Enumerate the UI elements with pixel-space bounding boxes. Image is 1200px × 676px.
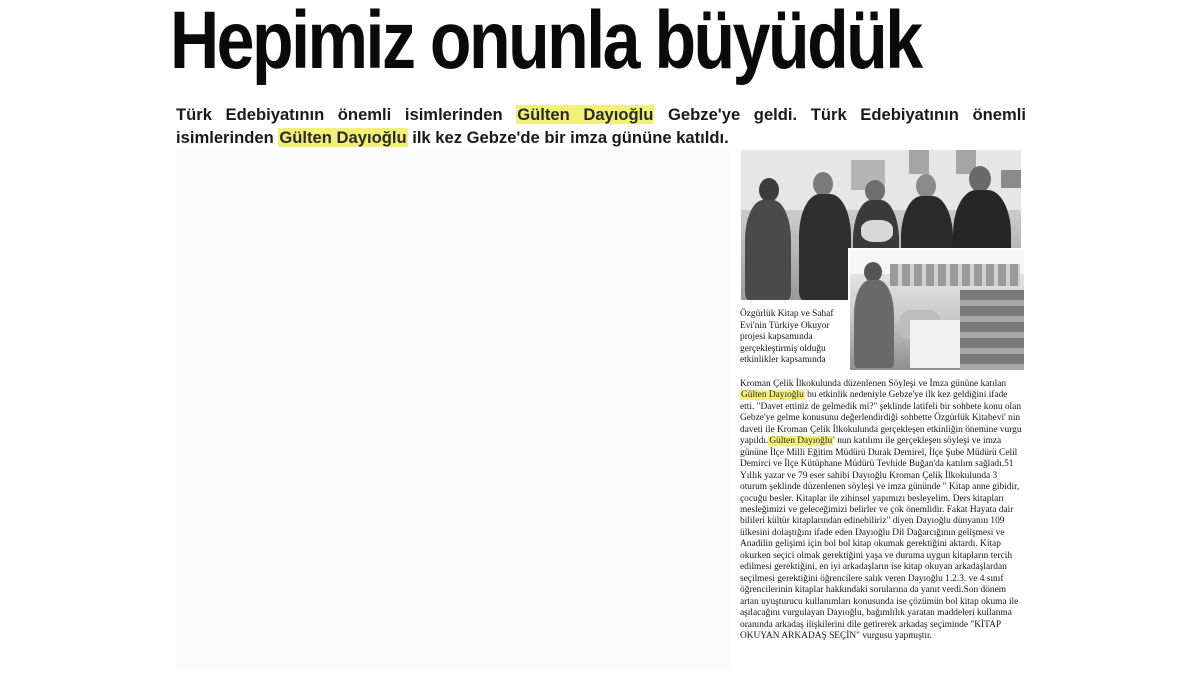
body-text-2: bu etkinlik nedeniyle Gebze'ye ilk kez geldiğini ifade etti. "Davet ettiniz de gelmedik mi?" şeklinde latifeli bir sohbete konu olan Gebze'ye gelme konusunu değerlendirdiği sohbette Özgürlük Kitabevi' nin daveti ile Kroman Çelik İlkokulunda gerçekleşen etkinliğin önemine vurgu yapıldı. <box>740 390 1022 447</box>
article-paragraph <box>740 379 1024 642</box>
article-body <box>740 379 1024 642</box>
classroom-photo <box>848 248 1026 372</box>
highlighted-name: Gülten Dayıoğlu <box>741 390 804 401</box>
blank-column-area <box>176 150 731 670</box>
lead-text-1: Türk Edebiyatının önemli isimlerinden <box>176 105 517 124</box>
lead-text-3: ilk kez Gebze'de bir imza gününe katıldı. <box>407 128 729 147</box>
highlighted-name: Gülten Dayıoğlu <box>517 105 654 124</box>
body-text-1: Kroman Çelik İlkokulunda düzenlenen Söyleşi ve İmza gününe katılan <box>740 379 1007 389</box>
photo-caption: Özgürlük Kitap ve Sahaf Evi'nin Türkiye Okuyor projesi kapsamında gerçekleştirmiş olduğu etkinlikler kapsamında <box>740 309 834 366</box>
body-text-3: ' nun katılımı ile gerçekleşen söyleşi ve imza gününe İlçe Milli Eğitim Müdürü Durak Demirel, İlçe Şube Müdürü Celil Demirci ve İlçe Kütüphane Müdürü Tevhide Buğan'da katılım sağladı.51 Yıllık yazar ve 79 eser sahibi Dayıoğlu Kroman Çelik İlkokulunda 3 oturum şeklinde düzenlenen söyleşi ve imza gününde " Kitap anne gibidir, çocuğu besler. Kitaplar ile zihinsel yapımızı besleyelim. Ders kitapları mesleğimizi ve geleceğimizi belirler ve çok önemlidir. Fakat Hayata dair bilileri kültür kitaplarından edinebiliriz" diyen Dayıoğlu dünyanın 109 ülkesini dolaştığını ifade eden Dayıoğlu Dil Dağarcığının gelişmesi ve Anadilin gelişimi için bol bol kitap okumak gerektiğini aktardı. Kitap okurken seçici olmak gerektiğini yaşa ve duruma uygun kitapların tercih edilmesi gerektiğini, en iyi arkadaşların ise kitap okuyan arkadaşlardan seçilmesi gerektiğini öğrencilere salık veren Dayıoğlu 1.2.3. ve 4 sınıf öğrencilerinin kitaplar hakkındaki sorularına da yanıt verdi.Son dönem artan uyuşturucu kullanımları konusunda ise çözümün bol kitap okuma ile aşılacağını vurgulayan Dayıoğlu, bağımlılık yaratan maddeleri kullanma oranında arkadaş ilişkilerini dile getirerek arkadaş seçiminde "KİTAP OKUYAN ARKADAŞ SEÇİN" vurgusu yapmıştır. <box>740 436 1020 641</box>
headline: Hepimiz onunla büyüdük <box>170 0 921 86</box>
lead-paragraph <box>176 103 1026 149</box>
highlighted-name: Gülten Dayıoğlu <box>279 128 407 147</box>
lead-text-2: Gebze'ye geldi. Türk Edebiyatının önemli isimlerinden <box>176 105 1026 147</box>
highlighted-name: Gülten Dayıoğlu <box>769 436 833 447</box>
